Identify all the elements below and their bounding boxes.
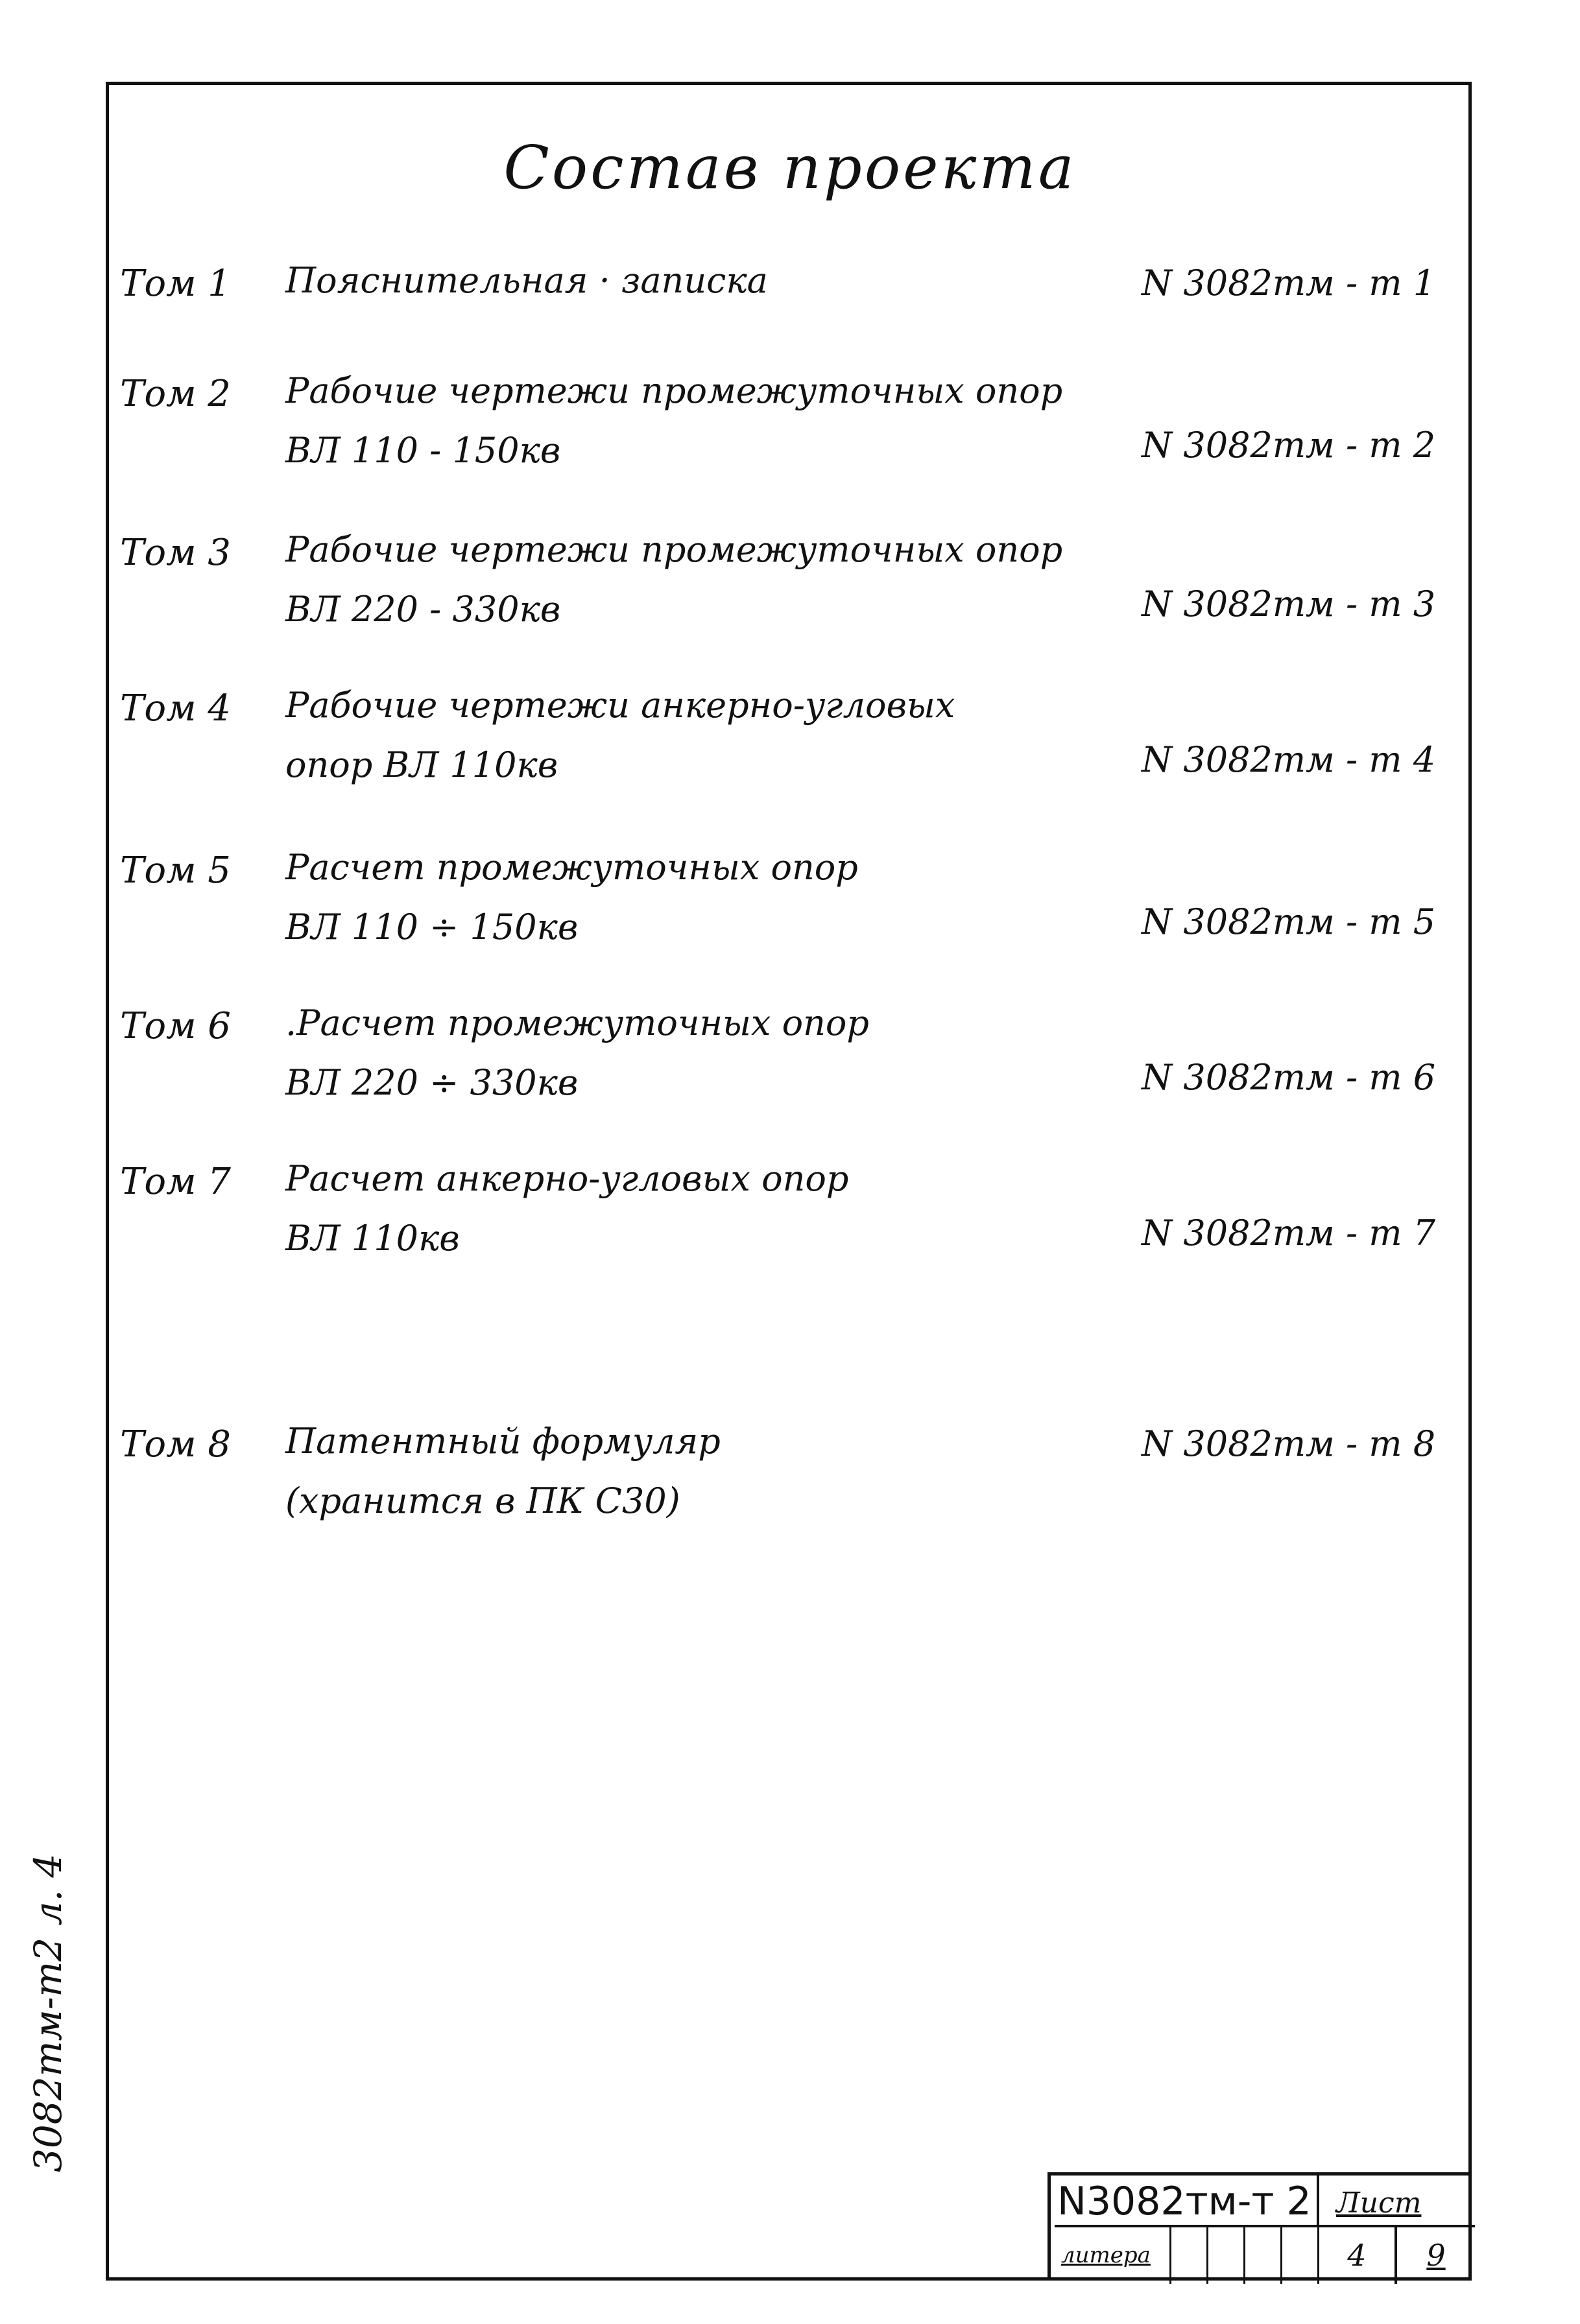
volume-code: N 3082тм - т 8 xyxy=(1142,1423,1436,1464)
litera-cell xyxy=(1245,2227,1282,2284)
volume-desc-line: Пояснительная · записка xyxy=(285,260,768,301)
volume-label: Том 1 xyxy=(120,263,231,305)
litera-cell xyxy=(1282,2227,1319,2284)
volume-desc-line: ВЛ 110кв xyxy=(285,1218,460,1259)
volume-label: Том 5 xyxy=(120,849,231,892)
volume-desc-line: ВЛ 110 - 150кв xyxy=(285,430,561,471)
volume-desc-line: Патентный формуляр xyxy=(285,1421,721,1462)
volume-label: Том 8 xyxy=(120,1423,231,1465)
volume-desc-line: Рабочие чертежи промежуточных опор xyxy=(285,370,1063,411)
volume-desc-line: .Расчет промежуточных опор xyxy=(285,1002,869,1043)
volume-desc-line: ВЛ 220 - 330кв xyxy=(285,589,561,630)
volume-code: N 3082тм - т 6 xyxy=(1142,1057,1436,1098)
volume-label: Том 6 xyxy=(120,1005,231,1047)
litera-cell xyxy=(1171,2227,1208,2284)
volume-code: N 3082тм - т 4 xyxy=(1142,739,1436,780)
volume-desc-line: Расчет анкерно-угловых опор xyxy=(285,1158,849,1199)
volume-label: Том 3 xyxy=(120,532,231,574)
sheets-total: 9 xyxy=(1426,2238,1446,2273)
volume-label: Том 7 xyxy=(120,1161,231,1203)
volume-code: N 3082тм - т 1 xyxy=(1142,263,1436,303)
litera-cell xyxy=(1208,2227,1245,2284)
volume-label: Том 4 xyxy=(120,687,231,729)
litera-label: литера xyxy=(1055,2227,1171,2284)
volume-code: N 3082тм - т 5 xyxy=(1142,901,1436,942)
volume-desc-line: (хранится в ПК С30) xyxy=(285,1480,680,1521)
volume-desc-line: ВЛ 220 ÷ 330кв xyxy=(285,1062,579,1103)
doc-number: N3082тм-т 2 xyxy=(1055,2176,1319,2227)
sheet-number: 4 xyxy=(1319,2227,1397,2284)
volume-code: N 3082тм - т 2 xyxy=(1142,425,1436,466)
title-block xyxy=(1047,2172,1472,2281)
volume-label: Том 2 xyxy=(120,373,231,415)
volume-desc-line: Рабочие чертежи анкерно-угловых xyxy=(285,685,955,726)
sheet-label: Лист xyxy=(1319,2176,1475,2227)
volume-desc-line: Расчет промежуточных опор xyxy=(285,847,858,888)
volume-code: N 3082тм - т 3 xyxy=(1142,584,1436,624)
volume-desc-line: ВЛ 110 ÷ 150кв xyxy=(285,907,579,947)
volume-desc-line: Рабочие чертежи промежуточных опор xyxy=(285,529,1063,570)
page-title: Состав проекта xyxy=(503,133,1077,202)
volume-desc-line: опор ВЛ 110кв xyxy=(285,744,558,785)
side-annotation: 3082тм-т2 л. 4 xyxy=(26,1853,70,2172)
volume-code: N 3082тм - т 7 xyxy=(1142,1213,1436,1253)
